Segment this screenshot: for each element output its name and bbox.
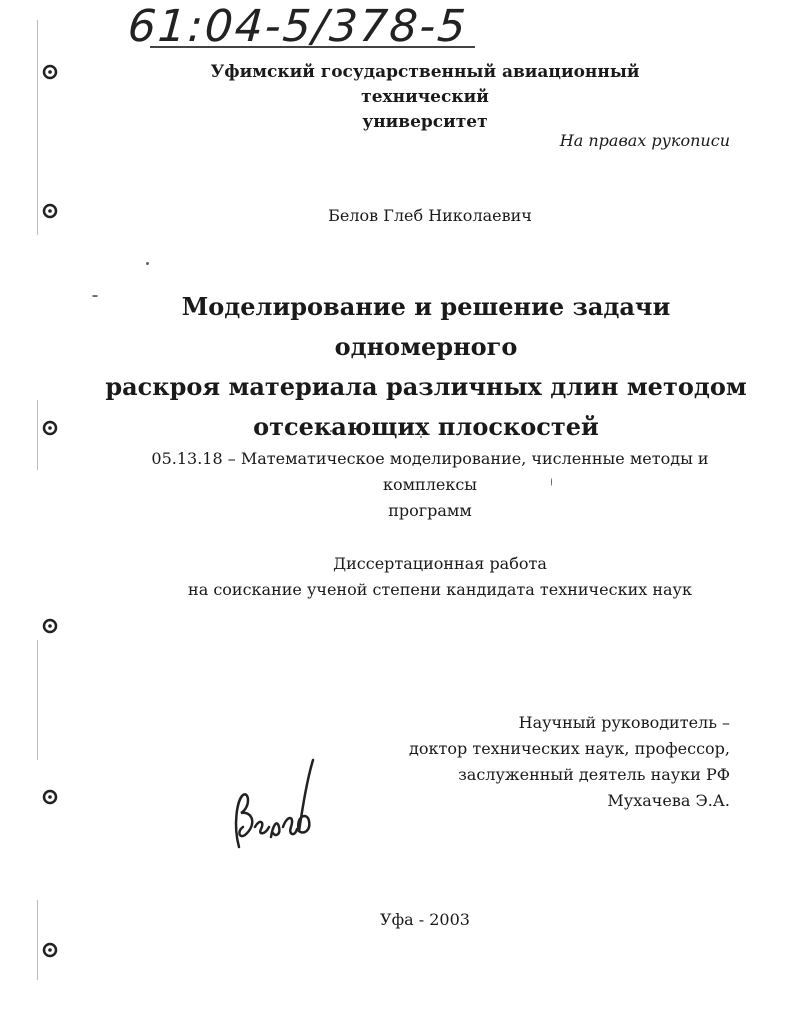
scan-speck: [146, 262, 149, 265]
binding-hole-icon: [40, 62, 60, 82]
specialty: [115, 446, 745, 524]
binding-hole-icon: [40, 940, 60, 960]
university-name: [150, 60, 700, 135]
margin-rule: [37, 900, 38, 980]
city-and-year: Уфа - 2003: [380, 910, 470, 929]
title-line-1: Моделирование и решение задачи одномерного: [181, 292, 671, 361]
archive-code: 61:04-5/378-5: [126, 1, 470, 52]
work-type-line-2: на соискание ученой степени кандидата технических наук: [188, 580, 692, 599]
binding-hole-icon: [40, 201, 60, 221]
archive-code-underline: [150, 46, 475, 48]
author-signature: [225, 755, 325, 855]
supervisor-role: Научный руководитель –: [518, 713, 730, 732]
rights-note: На правах рукописи: [559, 131, 730, 150]
work-type: [150, 551, 730, 603]
margin-rule: [37, 20, 38, 235]
margin-rule: [37, 640, 38, 760]
author-name: Белов Глеб Николаевич: [328, 206, 532, 225]
work-type-line-1: Диссертационная работа: [333, 554, 547, 573]
title-line-2: раскроя материала различных длин методом: [105, 372, 747, 401]
specialty-line-2: программ: [388, 501, 472, 520]
scan-speck: [92, 295, 98, 297]
supervisor-degree: доктор технических наук, профессор,: [409, 739, 730, 758]
supervisor-honor: заслуженный деятель науки РФ: [458, 765, 730, 784]
supervisor-name: Мухачева Э.А.: [607, 791, 730, 810]
margin-rule: [37, 400, 38, 470]
title-line-3: отсекающих плоскостей: [253, 412, 599, 441]
binding-hole-icon: [40, 616, 60, 636]
binding-hole-icon: [40, 418, 60, 438]
binding-hole-icon: [40, 787, 60, 807]
dissertation-title: [100, 287, 752, 447]
university-line-2: университет: [362, 112, 488, 132]
specialty-line-1: 05.13.18 – Математическое моделирование, численные методы и комплексы: [151, 449, 709, 494]
supervisor-block: [360, 710, 730, 814]
university-line-1: Уфимский государственный авиационный технический: [210, 62, 640, 107]
